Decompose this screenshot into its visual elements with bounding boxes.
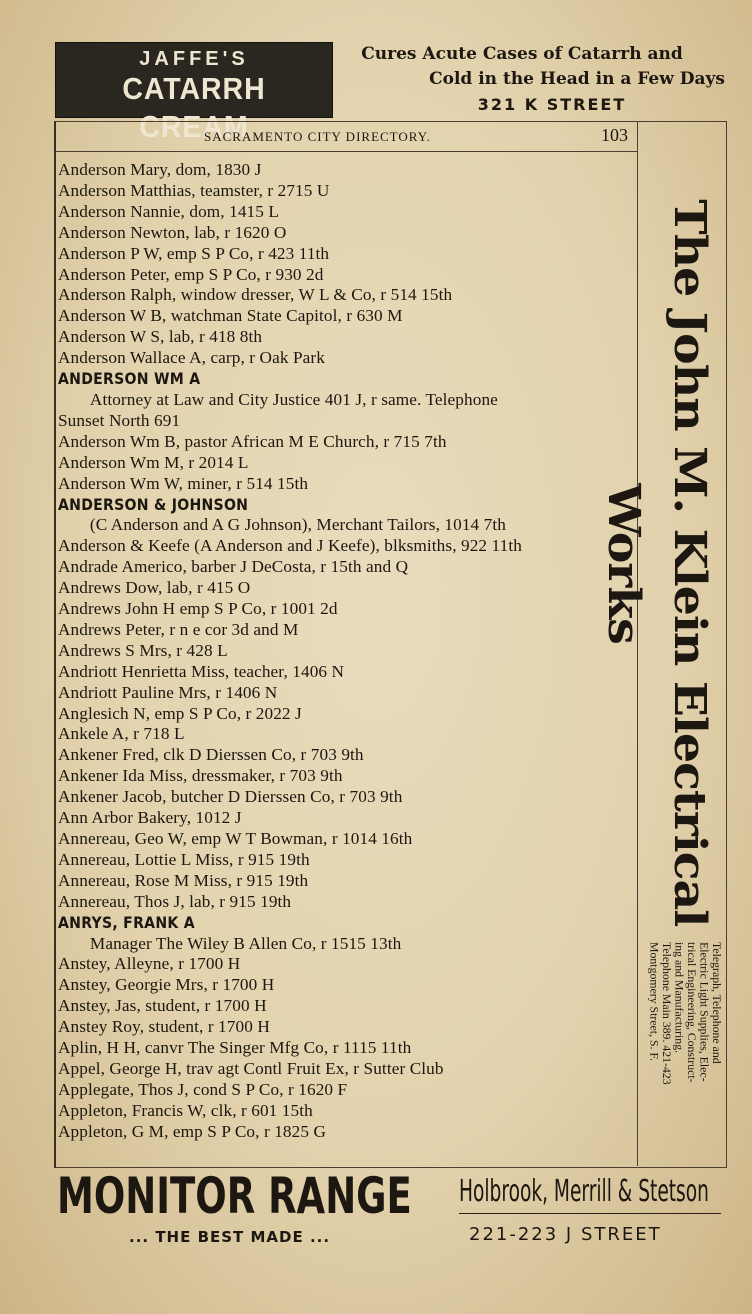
listing-entry: Anderson Wm W, miner, r 514 15th [58,473,309,493]
listing-entry: Anderson P W, emp S P Co, r 423 11th [58,243,330,263]
listing-entry: Anderson Peter, emp S P Co, r 930 2d [58,264,324,284]
listing-entry: Anstey, Alleyne, r 1700 H [58,954,241,974]
listing-entry: Annereau, Thos J, lab, r 915 19th [58,891,292,911]
side-ad-detail-line: trical Engineering, Construct- [685,942,699,1083]
listing-entry: Ann Arbor Bakery, 1012 J [58,808,242,828]
listing-entry: Manager The Wiley B Allen Co, r 1515 13th [89,933,402,953]
side-ad-detail-line: ing and Manufacturing. [672,942,687,1054]
listing-entry: Annereau, Lottie L Miss, r 915 19th [58,849,310,869]
listing-entry: Anderson Nannie, dom, 1415 L [58,201,280,221]
listing-entry: Anderson Ralph, window dresser, W L & Co, r 514 15th [58,285,453,305]
listing-entry: Annereau, Geo W, emp W T Bowman, r 1014 16th [58,829,413,848]
listing-entry: Andrews S Mrs, r 428 L [58,640,228,660]
directory-listings [58,160,638,1143]
side-ad-title: The John M. Klein Electrical Works [598,199,715,927]
listing-heading: ANRYS, FRANK A [58,912,195,932]
listing-entry: Andriott Henrietta Miss, teacher, 1406 N [58,661,345,681]
top-ad-address: 321 K STREET [477,95,627,114]
running-head: SACRAMENTO CITY DIRECTORY. [204,129,431,144]
bottom-advertisement [55,1168,725,1258]
listing-entry: Andriott Pauline Mrs, r 1406 N [58,682,278,702]
listing-entry: Appleton, G M, emp S P Co, r 1825 G [58,1121,327,1141]
listing-entry: Anderson Wm B, pastor African M E Church, r 715 7th [58,431,447,451]
listing-entry: Attorney at Law and City Justice 401 J, r same. Telephone [89,389,498,409]
listing-entry: Ankener Fred, clk D Dierssen Co, r 703 9th [58,745,364,765]
listing-entry: Anderson W B, watchman State Capitol, r 630 M [58,306,403,326]
listing-entry: Ankener Ida Miss, dressmaker, r 703 9th [58,766,343,786]
listing-heading: ANDERSON WM A [58,369,201,389]
listing-entry: Appel, George H, trav agt Contl Fruit Ex, r Sutter Club [58,1058,444,1078]
listing-entry: Andrews Dow, lab, r 415 O [58,578,251,598]
brand-name-line2: CATARRH CREAM [122,71,266,144]
page-header [56,124,638,150]
side-ad-detail-line: Montgomery Street, S. F. [647,942,662,1061]
listing-entry: Anderson & Keefe (A Anderson and J Keefe), blksmiths, 922 11th [58,536,522,556]
listing-entry: Andrews John H emp S P Co, r 1001 2d [58,599,338,619]
top-ad-copy [339,42,725,117]
listing-entry: Anderson Mary, dom, 1830 J [58,160,262,179]
listing-entry: Anderson Wallace A, carp, r Oak Park [58,348,325,368]
side-ad-detail-line: Telegraph, Telephone and [710,942,724,1064]
listing-entry: Anderson W S, lab, r 418 8th [58,327,263,347]
top-ad-line2: Cold in the Head in a Few Days [429,69,725,89]
listing-entry: Anstey, Jas, student, r 1700 H [58,996,267,1016]
top-ad-line1: Cures Acute Cases of Catarrh and [361,44,683,64]
listing-entry: Annereau, Rose M Miss, r 915 19th [58,870,309,890]
side-ad-detail-line: Telephone Main 389. 421-423 [660,942,674,1085]
listing-entry: Anglesich N, emp S P Co, r 2022 J [58,703,302,723]
company-address: 221-223 J STREET [469,1224,662,1245]
listing-entry: Aplin, H H, canvr The Singer Mfg Co, r 1115 11th [58,1038,412,1058]
listing-entry: Ankele A, r 718 L [58,724,185,744]
side-ad-details [643,942,723,1160]
listing-entry: Ankener Jacob, butcher D Dierssen Co, r 703 9th [58,787,403,807]
product-name: MONITOR RANGE [57,1167,412,1225]
company-rule [459,1213,721,1214]
listing-entry: Anderson Matthias, teamster, r 2715 U [58,180,330,200]
page-number: 103 [601,125,628,145]
listing-entry: Anstey Roy, student, r 1700 H [58,1017,270,1037]
brand-name-line1: JAFFE'S [139,48,249,70]
listing-heading: ANDERSON & JOHNSON [58,494,249,514]
company-name: Holbrook, Merrill & Stetson [459,1174,709,1209]
listing-entry: Anderson Newton, lab, r 1620 O [58,222,287,242]
product-tagline: ... THE BEST MADE ... [129,1228,331,1246]
listing-entry: Anstey, Georgie Mrs, r 1700 H [58,975,275,995]
listing-entry: Andrews Peter, r n e cor 3d and M [58,619,299,639]
listing-entry: Anderson Wm M, r 2014 L [58,452,249,472]
listing-entry: Appleton, Francis W, clk, r 601 15th [58,1100,313,1120]
listing-entry: Andrade Americo, barber J DeCosta, r 15th and Q [58,557,409,577]
side-ad-detail-line: Electric Light Supplies, Elec- [697,942,712,1082]
header-rule [56,151,638,152]
listing-entry: Sunset North 691 [58,410,181,430]
listing-entry: Applegate, Thos J, cond S P Co, r 1620 F [58,1079,348,1099]
listing-entry: (C Anderson and A G Johnson), Merchant Tailors, 1014 7th [89,515,506,535]
